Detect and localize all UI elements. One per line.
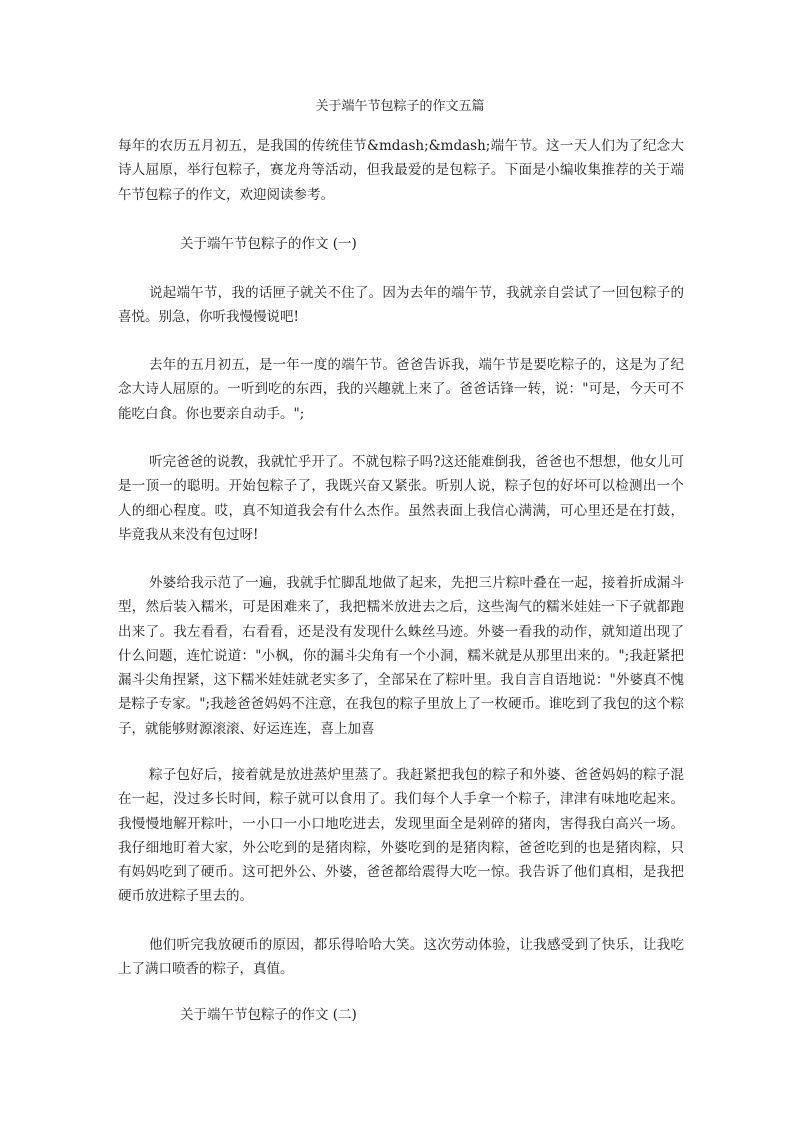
intro-paragraph: 每年的农历五月初五，是我国的传统佳节&mdash;&mdash;端午节。这一天人们为了纪念大诗人屈原，举行包粽子，赛龙舟等活动，但我最爱的是包粽子。下面是小编收集推荐的关于端午节包粽子的作文，欢迎阅读参考。 xyxy=(118,138,684,203)
essay-1-paragraph: 去年的五月初五，是一年一度的端午节。爸爸告诉我，端午节是要吃粽子的，这是为了纪念大诗人屈原的。一听到吃的东西，我的兴趣就上来了。爸爸话锋一转，说："可是，今天可不能吃白食。你也要亲自动手。"; xyxy=(118,357,684,422)
essay-1-heading: 关于端午节包粽子的作文 (一) xyxy=(180,236,357,252)
document-title: 关于端午节包粽子的作文五篇 xyxy=(315,99,485,114)
essay-1-paragraph: 他们听完我放硬币的原因，都乐得哈哈大笑。这次劳动体验，让我感受到了快乐，让我吃上了满口喷香的粽子，真值。 xyxy=(118,937,684,978)
essay-1-paragraph: 说起端午节，我的话匣子就关不住了。因为去年的端午节，我就亲自尝试了一回包粽子的喜悦。别急，你听我慢慢说吧! xyxy=(118,285,684,326)
essay-1-paragraph: 听完爸爸的说教，我就忙乎开了。不就包粽子吗?这还能难倒我，爸爸也不想想，他女儿可是一顶一的聪明。开始包粽子了，我既兴奋又紧张。听别人说，粽子包的好坏可以检测出一个人的细心程度。哎，真不知道我会有什么杰作。虽然表面上我信心满满，可心里还是在打鼓，毕竟我从来没有包过呀! xyxy=(118,454,684,543)
essay-2-heading: 关于端午节包粽子的作文 (二) xyxy=(180,1007,357,1023)
essay-1-paragraph: 粽子包好后，接着就是放进蒸炉里蒸了。我赶紧把我包的粽子和外婆、爸爸妈妈的粽子混在一起，没过多长时间，粽子就可以食用了。我们每个人手拿一个粽子，津津有味地吃起来。我慢慢地解开粽叶，一小口一小口地吃进去，发现里面全是剁碎的猪肉，害得我白高兴一场。我仔细地盯着大家，外公吃到的是猪肉粽，外婆吃到的是猪肉粽，爸爸吃到的也是猪肉粽，只有妈妈吃到了硬币。这可把外公、外婆，爸爸都给震得大吃一惊。我告诉了他们真相，是我把硬币放进粽子里去的。 xyxy=(118,767,684,905)
essay-1-paragraph: 外婆给我示范了一遍，我就手忙脚乱地做了起来，先把三片粽叶叠在一起，接着折成漏斗型，然后装入糯米，可是困难来了，我把糯米放进去之后，这些淘气的糯米娃娃一下子就都跑出来了。我左看看，右看看，还是没有发现什么蛛丝马迹。外婆一看我的动作，就知道出现了什么问题，连忙说道："小枫，你的漏斗尖角有一个小洞，糯米就是从那里出来的。";我赶紧把漏斗尖角捏紧，这下糯米娃娃就老实多了，全部呆在了粽叶里。我自言自语地说："外婆真不愧是粽子专家。";我趁爸爸妈妈不注意，在我包的粽子里放上了一枚硬币。谁吃到了我包的这个粽子，就能够财源滚滚、好运连连，喜上加喜 xyxy=(118,575,684,737)
